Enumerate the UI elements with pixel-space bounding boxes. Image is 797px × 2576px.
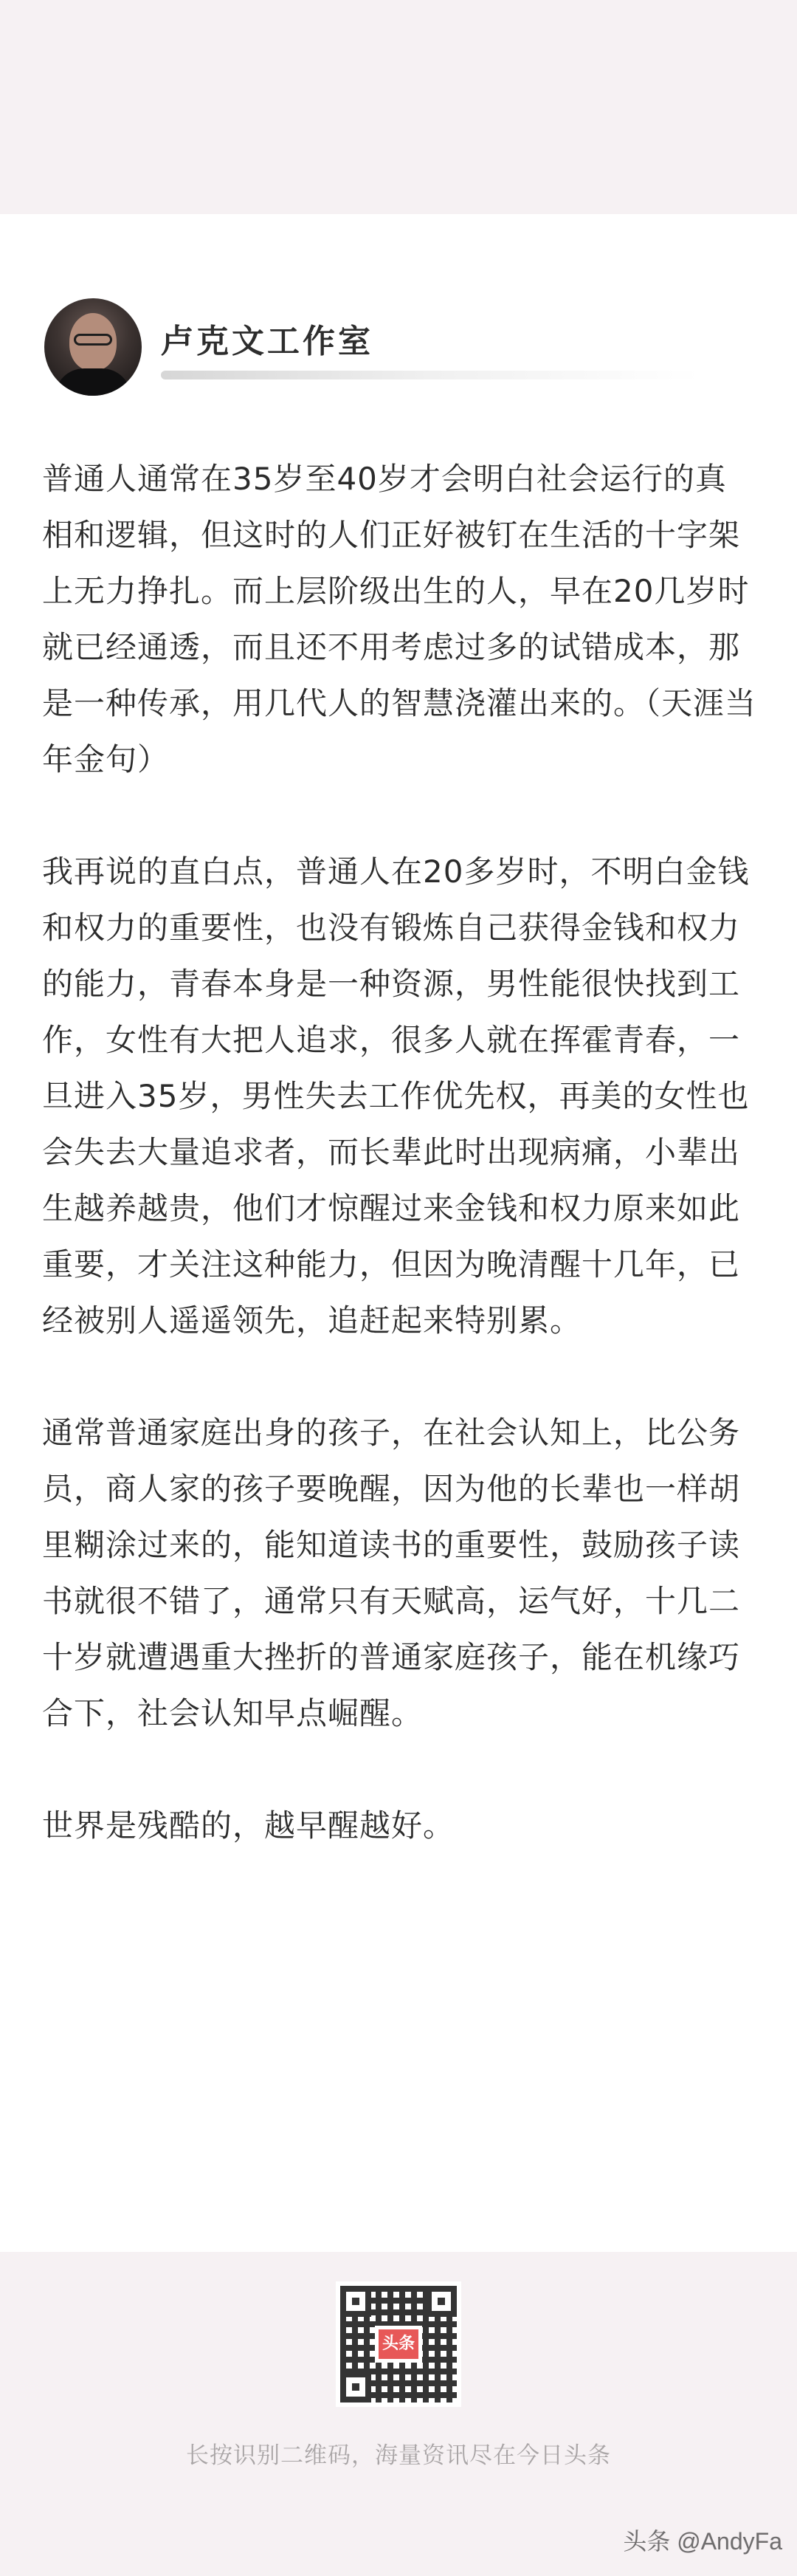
top-background bbox=[0, 0, 797, 214]
author-meta bbox=[161, 315, 700, 379]
qr-finder-top-left bbox=[340, 2286, 371, 2317]
qr-code[interactable] bbox=[336, 2281, 461, 2407]
qr-finder-bottom-left bbox=[340, 2371, 371, 2402]
author-header[interactable] bbox=[44, 295, 700, 399]
qr-pattern bbox=[340, 2286, 457, 2402]
article-card bbox=[0, 214, 797, 2252]
article-content bbox=[42, 451, 758, 1910]
author-name[interactable]: 卢克文工作室 bbox=[161, 323, 373, 360]
qr-finder-top-right bbox=[426, 2286, 457, 2317]
article-paragraph-1: 普通人通常在35岁至40岁才会明白社会运行的真相和逻辑，但这时的人们正好被钉在生活的十字架上无力挣扎。而上层阶级出生的人，早在20几岁时就已经通透，而且还不用考虑过多的试错成本，那是一种传承，用几代人的智慧浇灌出来的。（天涯当年金句） bbox=[42, 461, 757, 777]
avatar-shirt-shape bbox=[55, 368, 131, 396]
footer bbox=[0, 2252, 797, 2576]
author-subline-blur bbox=[161, 371, 700, 379]
article-paragraph-4: 世界是残酷的，越早醒越好。 bbox=[42, 1807, 455, 1844]
author-avatar[interactable] bbox=[44, 298, 142, 396]
article-paragraph-2: 我再说的直白点，普通人在20多岁时，不明白金钱和权力的重要性，也没有锻炼自己获得金钱和权力的能力，青春本身是一种资源，男性能很快找到工作，女性有大把人追求，很多人就在挥霍青春，一旦进入35岁，男性失去工作优先权，再美的女性也会失去大量追求者，而长辈此时出现病痛，小辈出生越养越贵，他们才惊醒过来金钱和权力原来如此重要，才关注这种能力，但因为晚清醒十几年，已经被别人遥遥领先，追赶起来特别累。 bbox=[42, 853, 750, 1339]
article-paragraph-3: 通常普通家庭出身的孩子，在社会认知上，比公务员，商人家的孩子要晚醒，因为他的长辈也一样胡里糊涂过来的，能知道读书的重要性，鼓励孩子读书就很不错了，通常只有天赋高，运气好，十几二十岁就遭遇重大挫折的普通家庭孩子，能在机缘巧合下，社会认知早点崛醒。 bbox=[42, 1415, 741, 1731]
footer-caption: 长按识别二维码，海量资讯尽在今日头条 bbox=[186, 2442, 611, 2469]
avatar-glasses-shape bbox=[74, 334, 112, 346]
toutiao-logo-badge: 头条 bbox=[375, 2326, 422, 2363]
watermark: 头条 @AndyFa bbox=[623, 2528, 782, 2555]
